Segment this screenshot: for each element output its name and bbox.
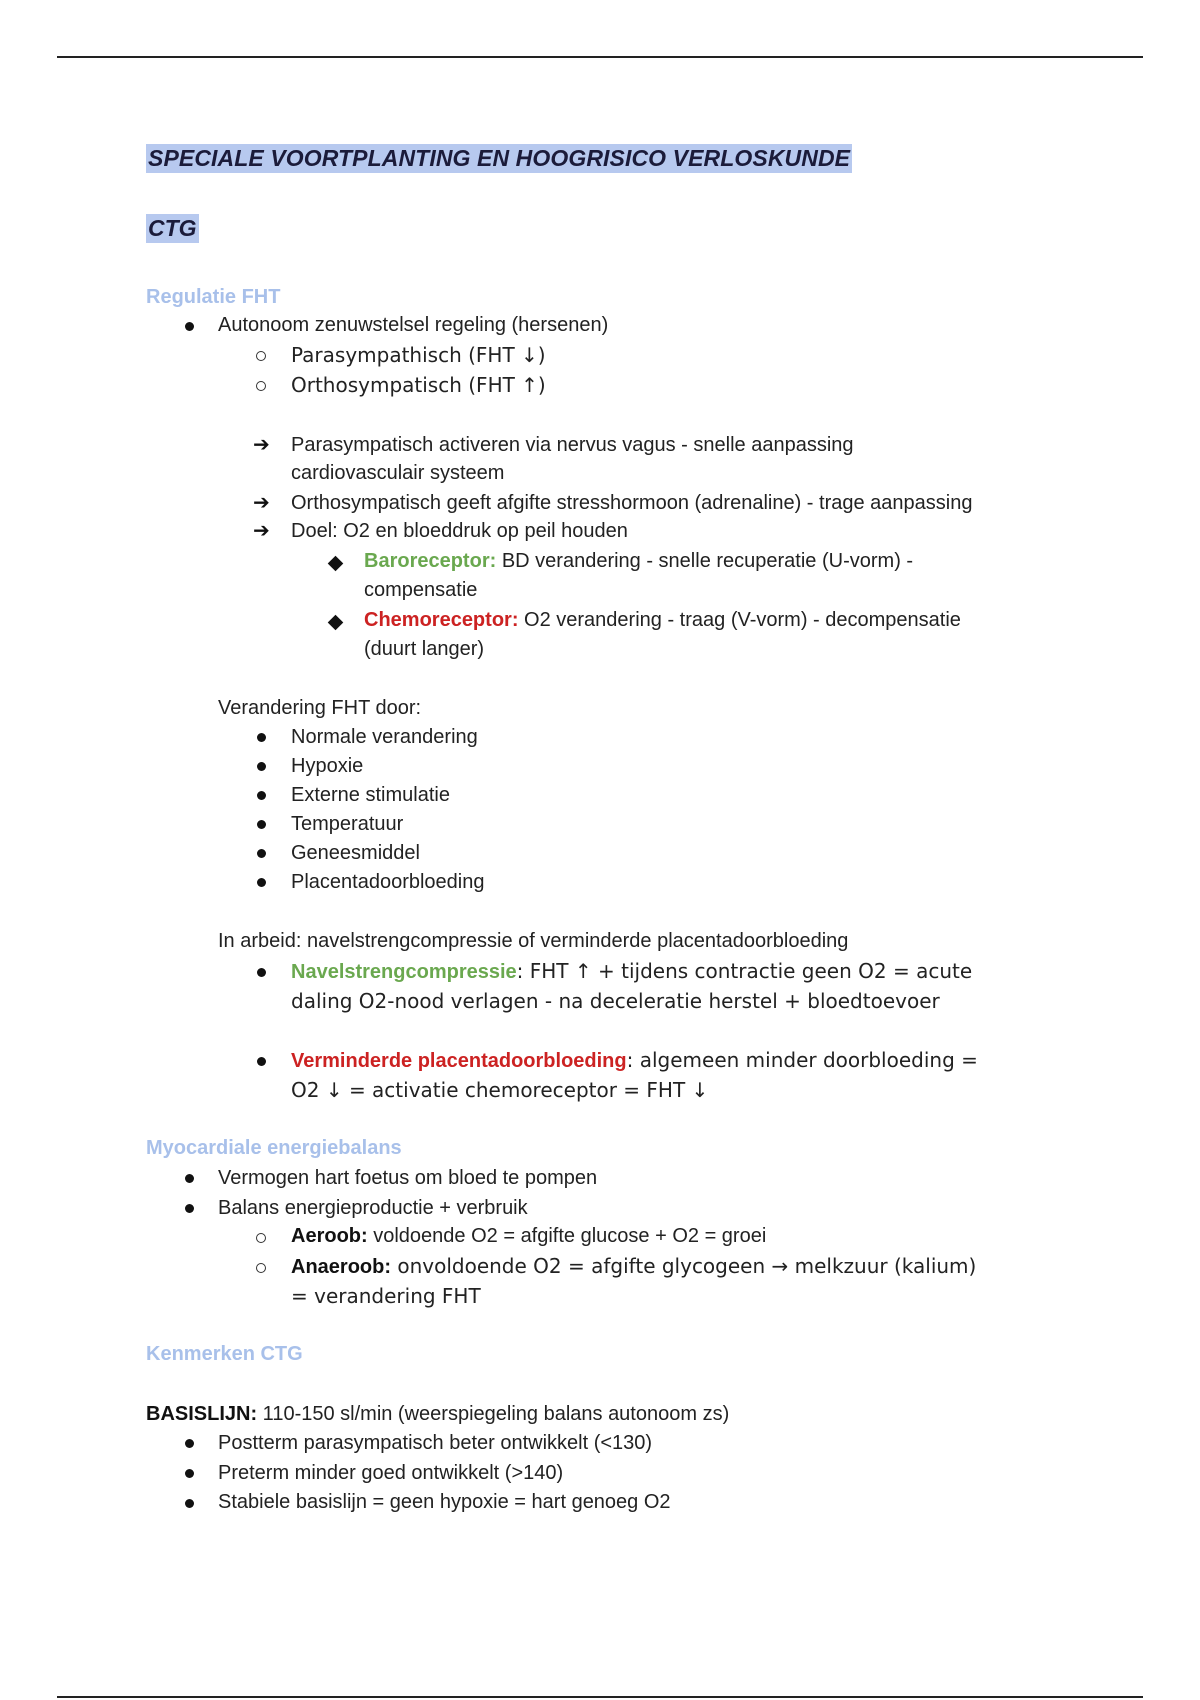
list-item: Orthosympatisch (FHT ↑) bbox=[291, 373, 546, 397]
list-item-continuation: (duurt langer) bbox=[364, 638, 485, 660]
anaeroob-label: Anaeroob: bbox=[291, 1256, 391, 1278]
list-item: Normale verandering bbox=[291, 726, 478, 748]
chemoreceptor-label: Chemoreceptor: bbox=[364, 609, 519, 631]
baroreceptor-label: Baroreceptor: bbox=[364, 550, 497, 572]
list-item: Parasympatisch activeren via nervus vagus - snelle aanpassing bbox=[291, 434, 854, 456]
bullet bbox=[257, 820, 266, 829]
list-item-anaeroob bbox=[291, 1254, 976, 1279]
chemoreceptor-text: O2 verandering - traag (V-vorm) - decompensatie bbox=[518, 609, 961, 631]
placenta-text: : algemeen minder doorbloeding = bbox=[626, 1048, 978, 1072]
aeroob-text: voldoende O2 = afgifte glucose + O2 = groei bbox=[367, 1225, 767, 1247]
placenta-label: Verminderde placentadoorbloeding bbox=[291, 1050, 627, 1072]
bullet bbox=[185, 322, 194, 331]
list-item: Placentadoorbloeding bbox=[291, 871, 485, 893]
top-rule bbox=[57, 56, 1143, 58]
list-item: Vermogen hart foetus om bloed te pompen bbox=[218, 1167, 598, 1189]
list-item: Stabiele basislijn = geen hypoxie = hart genoeg O2 bbox=[218, 1491, 671, 1513]
section-title-ctg: CTG bbox=[148, 215, 197, 241]
bullet bbox=[185, 1469, 194, 1478]
list-item: Autonoom zenuwstelsel regeling (hersenen) bbox=[218, 314, 609, 336]
anaeroob-text: onvoldoende O2 = afgifte glycogeen → melkzuur (kalium) bbox=[391, 1254, 977, 1278]
navelstreng-text: : FHT ↑ + tijdens contractie geen O2 = acute bbox=[516, 959, 973, 983]
list-item: Externe stimulatie bbox=[291, 784, 450, 806]
arrow-right-icon: ➔ bbox=[253, 490, 270, 514]
list-item-continuation: daling O2-nood verlagen - na deceleratie herstel + bloedtoevoer bbox=[291, 989, 940, 1013]
list-item-placenta bbox=[291, 1048, 978, 1073]
list-item: Parasympathisch (FHT ↓) bbox=[291, 343, 546, 367]
hollow-bullet bbox=[256, 351, 266, 361]
basislijn-text: 110-150 sl/min (weerspiegeling balans autonoom zs) bbox=[257, 1403, 730, 1425]
bullet bbox=[257, 968, 266, 977]
list-item-navelstreng bbox=[291, 959, 972, 984]
list-item-continuation: cardiovasculair systeem bbox=[291, 462, 505, 484]
list-item-baroreceptor bbox=[364, 550, 913, 573]
bullet bbox=[185, 1499, 194, 1508]
paragraph-basislijn bbox=[146, 1403, 729, 1426]
list-item: Geneesmiddel bbox=[291, 842, 420, 864]
heading-kenmerken-ctg: Kenmerken CTG bbox=[146, 1343, 303, 1365]
arrow-right-icon: ➔ bbox=[253, 432, 270, 456]
list-item-continuation: compensatie bbox=[364, 579, 478, 601]
bullet bbox=[257, 1057, 266, 1066]
bullet bbox=[257, 878, 266, 887]
bullet bbox=[257, 849, 266, 858]
navelstreng-label: Navelstrengcompressie bbox=[291, 961, 517, 983]
paragraph-intro: In arbeid: navelstrengcompressie of verminderde placentadoorbloeding bbox=[218, 930, 849, 952]
bullet bbox=[185, 1439, 194, 1448]
arrow-right-icon: ➔ bbox=[253, 518, 270, 542]
list-item: Postterm parasympatisch beter ontwikkelt (<130) bbox=[218, 1432, 653, 1454]
bullet bbox=[185, 1204, 194, 1213]
bullet bbox=[257, 791, 266, 800]
list-item: Preterm minder goed ontwikkelt (>140) bbox=[218, 1462, 564, 1484]
bullet bbox=[185, 1174, 194, 1183]
list-item: Orthosympatisch geeft afgifte stresshormoon (adrenaline) - trage aanpassing bbox=[291, 492, 973, 514]
heading-regulatie-fht: Regulatie FHT bbox=[146, 286, 281, 308]
list-item-aeroob bbox=[291, 1225, 766, 1248]
hollow-bullet bbox=[256, 381, 266, 391]
baroreceptor-text: BD verandering - snelle recuperatie (U-vorm) - bbox=[496, 550, 914, 572]
list-item-continuation: = verandering FHT bbox=[291, 1284, 481, 1308]
list-item: Temperatuur bbox=[291, 813, 404, 835]
list-item-chemoreceptor bbox=[364, 609, 961, 632]
hollow-bullet bbox=[256, 1233, 266, 1243]
list-item: Doel: O2 en bloeddruk op peil houden bbox=[291, 520, 628, 542]
hollow-bullet bbox=[256, 1263, 266, 1273]
bottom-rule bbox=[57, 1696, 1143, 1698]
aeroob-label: Aeroob: bbox=[291, 1225, 368, 1247]
diamond-bullet-icon bbox=[328, 556, 344, 572]
list-item: Balans energieproductie + verbruik bbox=[218, 1197, 528, 1219]
diamond-bullet-icon bbox=[328, 615, 344, 631]
basislijn-label: BASISLIJN: bbox=[146, 1403, 258, 1425]
document-title: SPECIALE VOORTPLANTING EN HOOGRISICO VERLOSKUNDE bbox=[148, 145, 851, 171]
bullet bbox=[257, 762, 266, 771]
list-item: Hypoxie bbox=[291, 755, 364, 777]
list-item-continuation: O2 ↓ = activatie chemoreceptor = FHT ↓ bbox=[291, 1078, 709, 1102]
heading-myocardiale-energiebalans: Myocardiale energiebalans bbox=[146, 1137, 402, 1159]
paragraph-intro: Verandering FHT door: bbox=[218, 697, 422, 719]
bullet bbox=[257, 733, 266, 742]
